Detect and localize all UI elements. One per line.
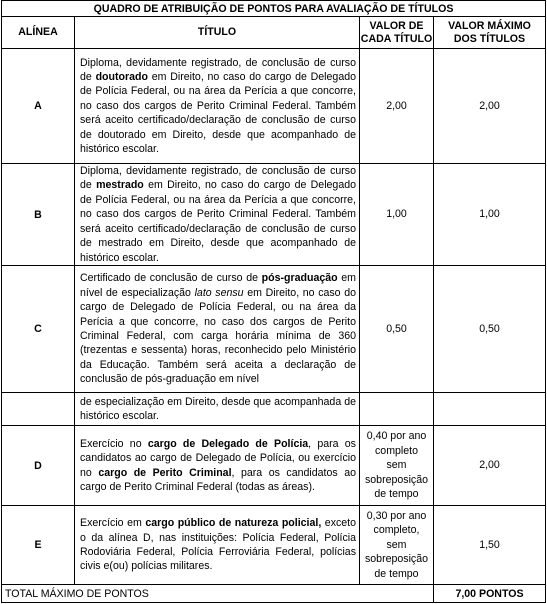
table-row	[2, 266, 546, 393]
titulo-text: Diploma, devidamente registrado, de conclusão de curso de	[80, 56, 356, 83]
valor-cell	[360, 426, 434, 506]
titulo-text: Diploma, devidamente registrado, de conclusão de curso de	[80, 165, 356, 192]
valor-line: de tempo	[374, 488, 419, 501]
valor-cell: 1,00	[360, 164, 434, 266]
valor-line: de tempo	[374, 567, 419, 580]
header-valor-line2: CADA TÍTULO	[360, 32, 433, 45]
alinea-cell: B	[2, 164, 75, 266]
alinea-cell-empty	[2, 393, 75, 426]
total-row	[2, 585, 546, 603]
titulo-text: exceto o da alínea D, nas instituições: Polícia Federal, Polícia Rodoviária Federal, Polícia Ferroviária Federal, polícias civis e(ou) polícias militares.	[80, 517, 357, 573]
titulo-text: Exercício no	[80, 437, 148, 450]
titulo-text: em Direito, no caso do cargo de Delegado de Polícia Federal, ou na área da Perícia a que concorre, no caso dos cargos de Perito Criminal Federal. Também será aceito certificado/declaração de conclusão de curso de mestrado em Direito, desde que acompanhado de histórico escolar.	[80, 179, 357, 264]
total-value: 7,00 PONTOS	[434, 585, 546, 603]
alinea-cell: A	[2, 49, 75, 164]
table-row	[2, 164, 546, 266]
maximo-cell: 2,00	[434, 49, 546, 164]
alinea-cell: C	[2, 266, 75, 393]
valor-line: sobreposição	[364, 553, 428, 566]
titulo-cell	[75, 266, 360, 393]
titulo-bold: mestrado	[96, 179, 144, 192]
valor-cell-empty	[360, 393, 434, 426]
titulo-text: , para os candidatos ao cargo de Delegado de Polícia, ou exercício no	[80, 437, 356, 479]
valor-line: completo,	[373, 524, 420, 537]
titulo-bold: cargo de Delegado de Polícia	[147, 437, 309, 450]
table-row	[2, 49, 546, 164]
titulo-italic: lato sensu	[194, 286, 244, 299]
titulo-cell	[75, 426, 360, 506]
valor-cell: 2,00	[360, 49, 434, 164]
valor-line: sem	[386, 538, 407, 551]
maximo-cell: 0,50	[434, 266, 546, 393]
titulo-bold: cargo público de natureza policial,	[145, 517, 322, 530]
valor-line: 0,30 por ano	[366, 509, 427, 522]
titulo-text: em Direito, no caso do cargo de Delegado de Polícia Federal, ou na área da Perícia a que concorre, no caso dos cargos de Perito Criminal Federal, com carga horária mínima de 360 (trezentas e sessenta) horas, reconhecido pelo Ministério da Educação. Também será aceita a declaração de conclusão de pós-graduação em nível	[80, 286, 357, 386]
table-row	[2, 506, 546, 585]
total-label: TOTAL MÁXIMO DE PONTOS	[2, 585, 434, 603]
titulo-text: em nível de especialização	[80, 272, 356, 299]
valor-cell: 0,50	[360, 266, 434, 393]
valor-line: completo	[375, 444, 418, 457]
titulo-text: , para os candidatos ao cargo de Perito Criminal Federal (todas as áreas).	[80, 466, 356, 493]
titulo-bold: pós-graduação	[261, 272, 338, 285]
valor-cell	[360, 506, 434, 585]
titulo-text: Certificado de conclusão de curso de	[80, 272, 262, 285]
titulo-bold: doutorado	[95, 70, 148, 83]
maximo-cell-empty	[434, 393, 546, 426]
header-maximo-line2: DOS TÍTULOS	[453, 32, 526, 45]
titulo-text: em Direito, no caso do cargo de Delegado de Polícia Federal, ou na área da Perícia a que concorre, no caso dos cargos de Perito Criminal Federal. Também será aceito certificado/declaração de conclusão de curso de doutorado em Direito, desde que acompanhado de histórico escolar.	[80, 70, 356, 156]
table-caption-row	[2, 1, 546, 17]
table-caption: QUADRO DE ATRIBUIÇÃO DE PONTOS PARA AVALIAÇÃO DE TÍTULOS	[2, 1, 546, 17]
maximo-cell: 1,50	[434, 506, 546, 585]
valor-line: 0,40 por ano	[366, 430, 427, 443]
titulo-cell: de especialização em Direito, desde que acompanhada de histórico escolar.	[75, 393, 360, 426]
titulo-cell	[75, 164, 360, 266]
header-maximo-line1: VALOR MÁXIMO	[448, 19, 531, 32]
maximo-cell: 1,00	[434, 164, 546, 266]
header-valor-line1: VALOR DE	[369, 19, 424, 32]
titulo-cell	[75, 49, 360, 164]
header-row	[2, 17, 546, 49]
valor-line: sobreposição	[364, 473, 428, 486]
alinea-cell: D	[2, 426, 75, 506]
valor-line: sem	[386, 459, 407, 472]
maximo-cell: 2,00	[434, 426, 546, 506]
table-row	[2, 426, 546, 506]
header-valor	[360, 17, 434, 49]
table-row-continuation	[2, 393, 546, 426]
header-titulo: TÍTULO	[75, 17, 360, 49]
titulo-bold: cargo de Perito Criminal	[98, 466, 232, 479]
alinea-cell: E	[2, 506, 75, 585]
header-maximo	[434, 17, 546, 49]
titulo-text: Exercício em	[80, 517, 146, 530]
points-table	[1, 0, 546, 603]
header-alinea: ALÍNEA	[2, 17, 75, 49]
titulo-cell	[75, 506, 360, 585]
